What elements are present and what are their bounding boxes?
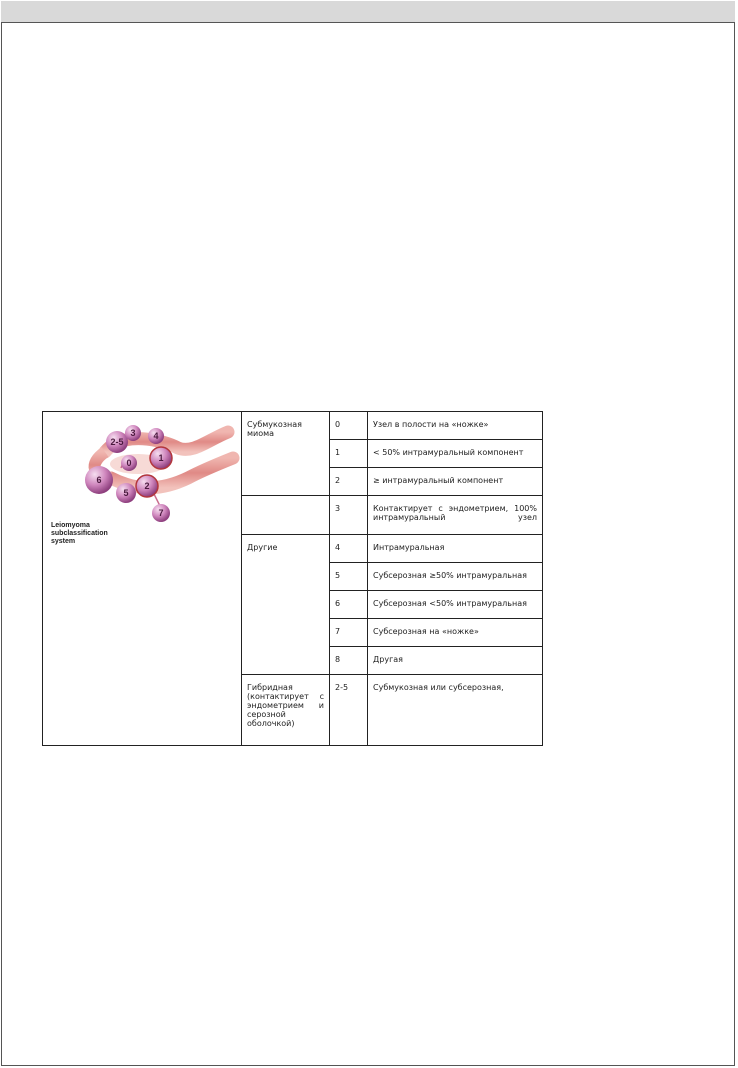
code-cell: 5	[330, 563, 368, 591]
desc-cell: Узел в полости на «ножке»	[368, 412, 543, 440]
desc-cell: Контактирует с эндометрием, 100% интрамуральный узел	[368, 496, 543, 535]
label-2-5: 2-5	[110, 437, 124, 447]
group-other: Другие	[242, 535, 330, 675]
caption-line: subclassification	[51, 530, 108, 537]
code-cell: 8	[330, 647, 368, 675]
label-4: 4	[153, 431, 159, 441]
figure-caption	[51, 522, 108, 546]
code-cell: 2-5	[330, 675, 368, 746]
code-cell: 3	[330, 496, 368, 535]
code-cell: 4	[330, 535, 368, 563]
desc-cell: Субмукозная или субсерозная,	[368, 675, 543, 746]
label-7: 7	[158, 508, 164, 518]
desc-cell: ≥ интрамуральный компонент	[368, 468, 543, 496]
label-6: 6	[96, 475, 102, 485]
code-cell: 6	[330, 591, 368, 619]
group-hybrid: Гибридная (контактирует с эндометрием и серозной оболочкой)	[242, 675, 330, 746]
figure-cell	[43, 412, 242, 746]
desc-cell: < 50% интрамуральный компонент	[368, 440, 543, 468]
code-cell: 0	[330, 412, 368, 440]
label-1: 1	[158, 453, 164, 463]
code-cell: 1	[330, 440, 368, 468]
desc-cell: Интрамуральная	[368, 535, 543, 563]
code-cell: 7	[330, 619, 368, 647]
group-submucous: Субмукозная миома	[242, 412, 330, 496]
label-0: 0	[126, 458, 132, 468]
code-cell: 2	[330, 468, 368, 496]
label-2: 2	[144, 481, 150, 491]
label-5: 5	[123, 488, 129, 498]
desc-cell: Другая	[368, 647, 543, 675]
desc-cell: Субсерозная на «ножке»	[368, 619, 543, 647]
caption-line: Leiomyoma	[51, 522, 90, 529]
top-bar	[1, 1, 735, 23]
caption-line: system	[51, 538, 76, 545]
desc-cell: Субсерозная <50% интрамуральная	[368, 591, 543, 619]
group-empty	[242, 496, 330, 535]
leiomyoma-table	[42, 411, 543, 746]
label-3: 3	[130, 428, 136, 438]
desc-cell: Субсерозная ≥50% интрамуральная	[368, 563, 543, 591]
